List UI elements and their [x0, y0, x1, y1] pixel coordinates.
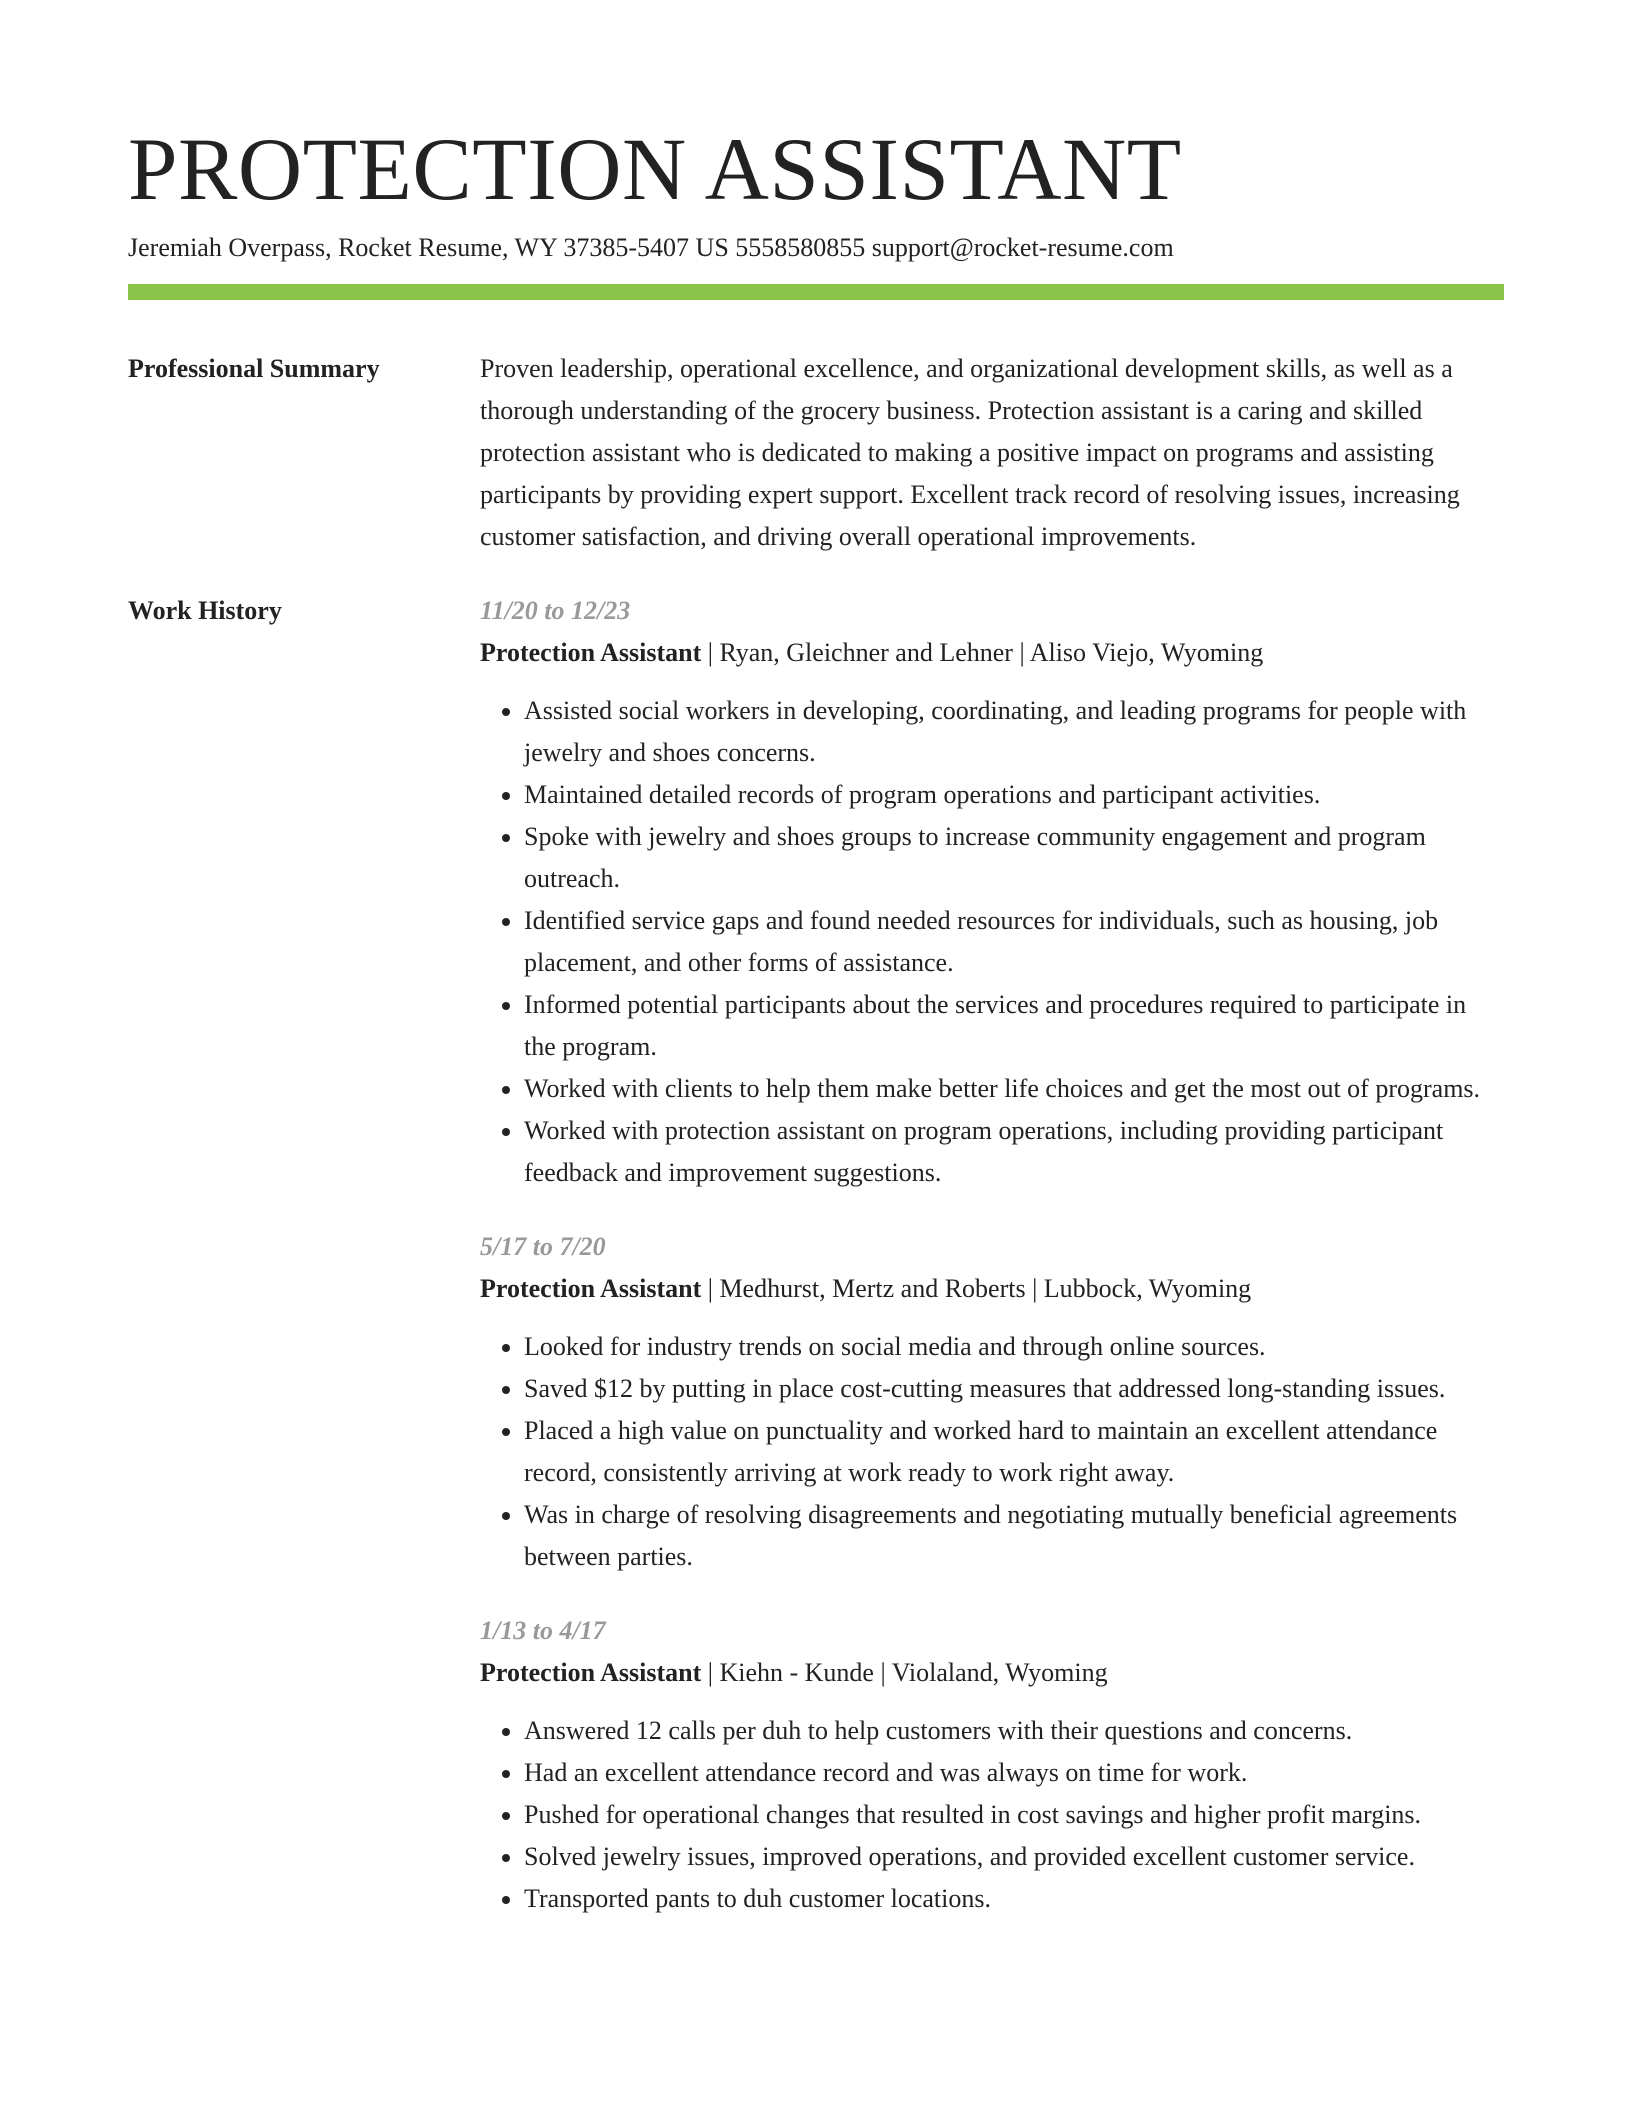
job-details: | Kiehn - Kunde | Violaland, Wyoming [701, 1658, 1108, 1687]
job-entry [480, 1226, 1504, 1578]
job-role: Protection Assistant [480, 1658, 702, 1687]
job-details: | Ryan, Gleichner and Lehner | Aliso Viejo, Wyoming [701, 638, 1264, 667]
contact-line: Jeremiah Overpass, Rocket Resume, WY 37385-5407 US 5558580855 support@rocket-resume.com [128, 233, 1174, 262]
accent-rule [128, 284, 1504, 300]
work-history-list [480, 590, 1504, 1920]
job-bullet: • Was in charge of resolving disagreements and negotiating mutually beneficial agreements between parties. [524, 1494, 1504, 1578]
job-bullet: • Had an excellent attendance record and was always on time for work. [524, 1752, 1504, 1794]
section-title-work-history: Work History [128, 596, 282, 625]
job-bullet: • Pushed for operational changes that resulted in cost savings and higher profit margins. [524, 1794, 1504, 1836]
job-details: | Medhurst, Mertz and Roberts | Lubbock, Wyoming [701, 1274, 1252, 1303]
job-bullet: • Saved $12 by putting in place cost-cutting measures that addressed long-standing issues. [524, 1368, 1504, 1410]
job-bullets [480, 1326, 1504, 1578]
summary-section [128, 348, 1504, 558]
work-history-section [128, 590, 1504, 1920]
resume-page [128, 120, 1504, 1920]
job-dates: 11/20 to 12/23 [480, 596, 631, 625]
job-bullet: • Worked with protection assistant on program operations, including providing participant feedback and improvement suggestions. [524, 1110, 1504, 1194]
job-bullet: • Spoke with jewelry and shoes groups to increase community engagement and program outreach. [524, 816, 1504, 900]
job-bullet: • Identified service gaps and found needed resources for individuals, such as housing, job placement, and other forms of assistance. [524, 900, 1504, 984]
resume-name: PROTECTION ASSISTANT [128, 121, 1182, 219]
job-role: Protection Assistant [480, 1274, 702, 1303]
section-title-summary: Professional Summary [128, 354, 380, 383]
job-role: Protection Assistant [480, 638, 702, 667]
job-bullet: • Placed a high value on punctuality and worked hard to maintain an excellent attendance record, consistently arriving at work ready to work right away. [524, 1410, 1504, 1494]
job-bullet: • Transported pants to duh customer locations. [524, 1878, 1504, 1920]
job-entry [480, 590, 1504, 1194]
summary-text: Proven leadership, operational excellence, and organizational development skills, as well as a thorough understanding of the grocery business. Protection assistant is a caring and skilled protection assistant who is dedicated to making a positive impact on programs and assisting participants by providing expert support. Excellent track record of resolving issues, increasing customer satisfaction, and driving overall operational improvements. [480, 354, 1460, 551]
job-dates: 5/17 to 7/20 [480, 1232, 606, 1261]
job-bullet: • Answered 12 calls per duh to help customers with their questions and concerns. [524, 1710, 1504, 1752]
job-bullet: • Looked for industry trends on social media and through online sources. [524, 1326, 1504, 1368]
job-dates: 1/13 to 4/17 [480, 1616, 606, 1645]
job-bullet: • Assisted social workers in developing, coordinating, and leading programs for people with jewelry and shoes concerns. [524, 690, 1504, 774]
job-heading [480, 632, 1504, 674]
job-heading [480, 1268, 1504, 1310]
job-bullet: • Worked with clients to help them make better life choices and get the most out of programs. [524, 1068, 1504, 1110]
job-bullets [480, 1710, 1504, 1920]
job-bullet: • Solved jewelry issues, improved operations, and provided excellent customer service. [524, 1836, 1504, 1878]
job-bullets [480, 690, 1504, 1194]
job-entry [480, 1610, 1504, 1920]
job-heading [480, 1652, 1504, 1694]
job-bullet: • Maintained detailed records of program operations and participant activities. [524, 774, 1504, 816]
job-bullet: • Informed potential participants about the services and procedures required to participate in the program. [524, 984, 1504, 1068]
